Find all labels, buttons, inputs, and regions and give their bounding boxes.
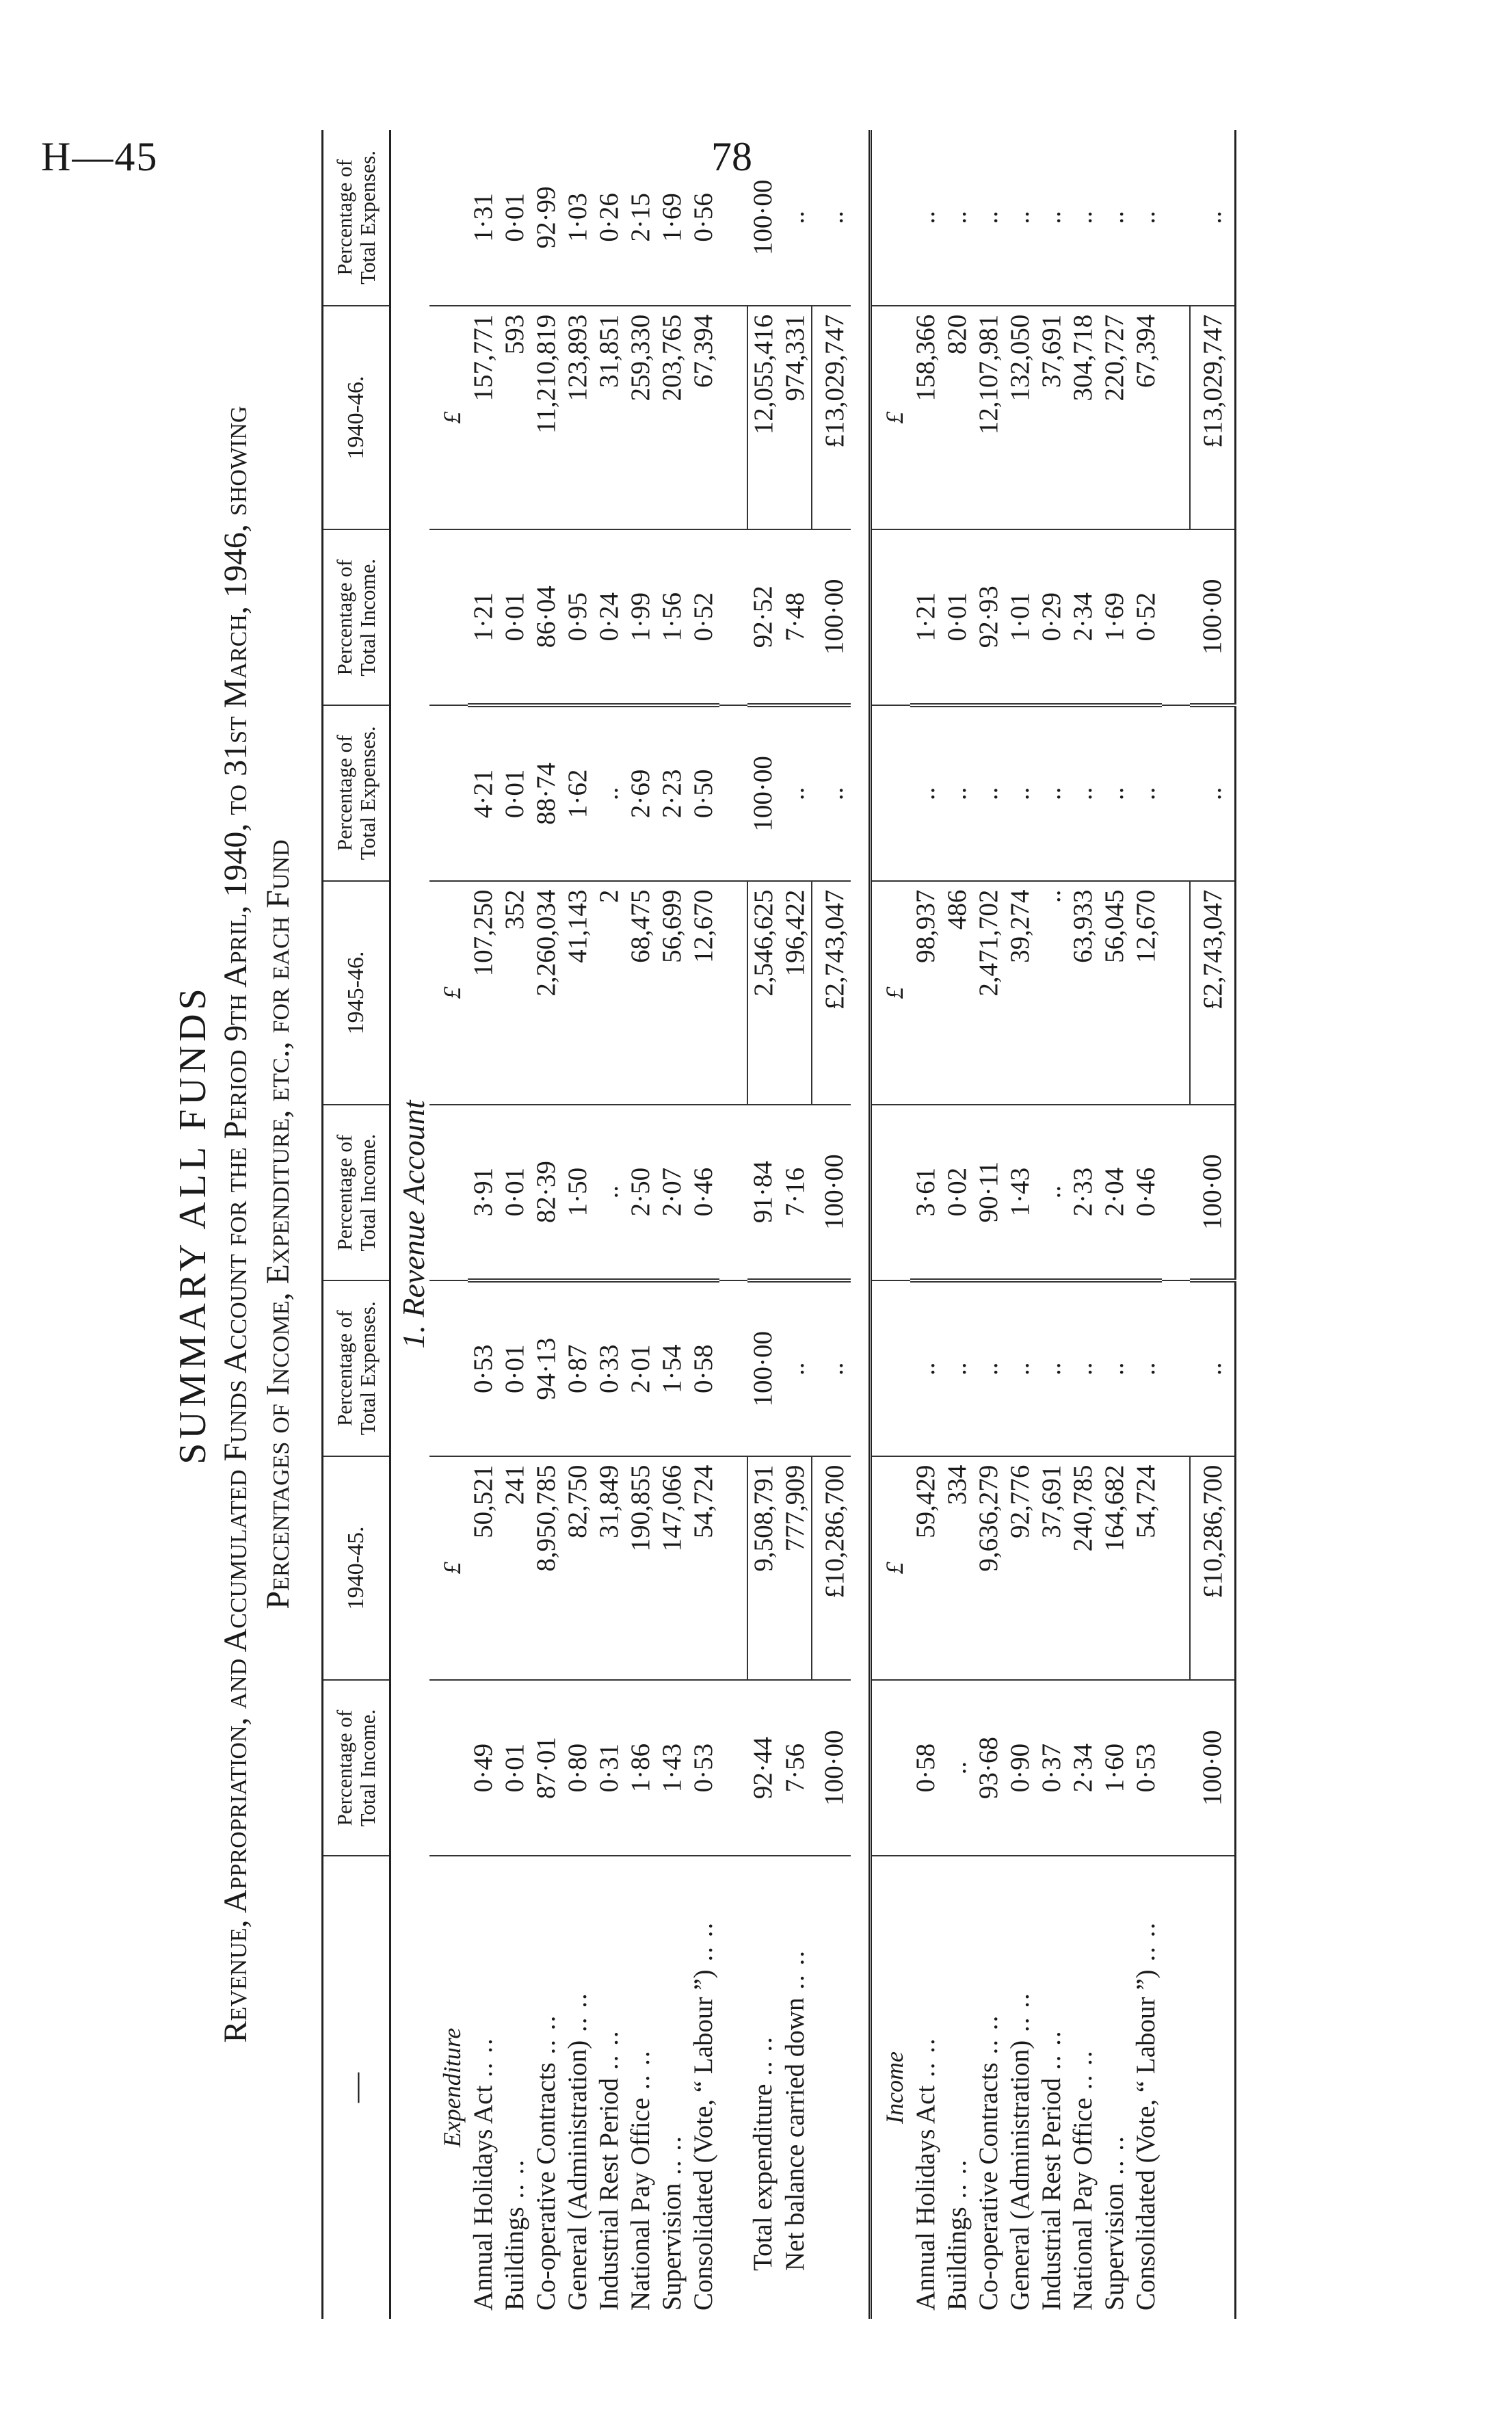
table-row [688, 130, 719, 2319]
row-label: Consolidated (Vote, “ Labour ”) .. [688, 1856, 719, 2319]
amount-cell: 259,330 [625, 306, 656, 530]
page-number: 78 [711, 134, 752, 179]
amount-cell: 777,909 [780, 1456, 812, 1681]
row-label: Consolidated (Vote, “ Labour ”) .. [1130, 1856, 1162, 2319]
percentage-cell: 2·50 [625, 1105, 656, 1280]
amount-cell: 147,066 [656, 1456, 688, 1681]
page-reference: H—45 [41, 134, 159, 179]
percentage-cell: 2·07 [656, 1105, 688, 1280]
table-row [594, 130, 625, 2319]
percentage-cell: .. [973, 1280, 1005, 1456]
percentage-cell: 88·74 [531, 705, 562, 881]
percentage-cell: 0·49 [468, 1680, 499, 1856]
percentage-cell: 0·31 [594, 1680, 625, 1856]
percentage-cell: .. [780, 1280, 812, 1456]
amount-cell: 12,107,981 [973, 306, 1005, 530]
percentage-cell: 100·00 [747, 1280, 780, 1456]
account-subtitle: Percentages of Income, Expenditure, etc., for each Fund [260, 839, 296, 1609]
row-label: Co-operative Contracts .. [973, 1856, 1005, 2319]
percentage-cell: .. [1130, 130, 1162, 306]
percentage-cell: 1·21 [468, 529, 499, 705]
percentage-cell: 1·69 [656, 130, 688, 306]
percentage-cell: 3·61 [910, 1105, 942, 1280]
percentage-cell: 2·01 [625, 1280, 656, 1456]
percentage-cell: 91·84 [747, 1105, 780, 1280]
percentage-cell: 1·56 [656, 529, 688, 705]
percentage-cell: 0·95 [562, 529, 594, 705]
percentage-cell: 87·01 [531, 1680, 562, 1856]
amount-cell: 31,849 [594, 1456, 625, 1681]
row-label: Industrial Rest Period .. [1036, 1856, 1067, 2319]
percentage-cell: 1·54 [656, 1280, 688, 1456]
amount-cell: 67,394 [688, 306, 719, 530]
percentage-cell: 2·23 [656, 705, 688, 881]
percentage-cell: 100·00 [747, 705, 780, 881]
currency-symbol: £ [871, 306, 911, 530]
percentage-cell: .. [1036, 1280, 1067, 1456]
year-header: 1945-46. [323, 881, 390, 1105]
header-row [323, 130, 390, 2319]
percentage-cell: 0·58 [688, 1280, 719, 1456]
pct-income-header: Percentage of Total Income. [323, 1680, 390, 1856]
percentage-cell: 100·00 [1190, 1680, 1236, 1856]
amount-cell: 56,045 [1099, 881, 1130, 1105]
amount-cell: 241 [499, 1456, 531, 1681]
amount-cell: 68,475 [625, 881, 656, 1105]
percentage-cell: 4·21 [468, 705, 499, 881]
pct-expenses-header: Percentage of Total Expenses. [323, 130, 390, 306]
percentage-cell: 1·62 [562, 705, 594, 881]
percentage-cell: 92·44 [747, 1680, 780, 1856]
percentage-cell: 1·50 [562, 1105, 594, 1280]
row-label: Industrial Rest Period .. [594, 1856, 625, 2319]
amount-cell: £2,743,047 [1190, 881, 1236, 1105]
expenditure-rows [468, 130, 719, 2319]
amount-cell: 54,724 [1130, 1456, 1162, 1681]
percentage-cell: .. [812, 130, 851, 306]
table-row [973, 130, 1005, 2319]
percentage-cell: 1·43 [1005, 1105, 1036, 1280]
amount-cell: 123,893 [562, 306, 594, 530]
amount-cell: 41,143 [562, 881, 594, 1105]
year-header: 1940-46. [323, 306, 390, 530]
category-row [429, 130, 468, 2319]
pct-expenses-header: Percentage of Total Expenses. [323, 1280, 390, 1456]
table-row [747, 130, 780, 2319]
percentage-cell: .. [812, 705, 851, 881]
currency-symbol: £ [871, 1456, 911, 1681]
table-row [780, 130, 812, 2319]
row-label: National Pay Office .. [625, 1856, 656, 2319]
percentage-cell: 100·00 [1190, 1105, 1236, 1280]
table-row [468, 130, 499, 2319]
percentage-cell: .. [594, 705, 625, 881]
percentage-cell: .. [1067, 705, 1099, 881]
amount-cell: 12,055,416 [747, 306, 780, 530]
percentage-cell: 0·53 [468, 1280, 499, 1456]
percentage-cell: .. [942, 130, 973, 306]
expenditure-heading: Expenditure [438, 2027, 466, 2148]
table-row [625, 130, 656, 2319]
percentage-cell: 1·31 [468, 130, 499, 306]
percentage-cell: 100·00 [812, 1105, 851, 1280]
percentage-cell: .. [1036, 1105, 1067, 1280]
percentage-cell: .. [594, 1105, 625, 1280]
percentage-cell: 7·48 [780, 529, 812, 705]
table-row [531, 130, 562, 2319]
percentage-cell: .. [1036, 130, 1067, 306]
percentage-cell: .. [1067, 1280, 1099, 1456]
amount-cell: £10,286,700 [812, 1456, 851, 1681]
amount-cell: 352 [499, 881, 531, 1105]
row-label: Supervision .. [656, 1856, 688, 2319]
amount-cell: 240,785 [1067, 1456, 1099, 1681]
percentage-cell: 86·04 [531, 529, 562, 705]
amount-cell: 190,855 [625, 1456, 656, 1681]
pct-income-header: Percentage of Total Income. [323, 529, 390, 705]
income-rows [910, 130, 1162, 2319]
amount-cell: 9,636,279 [973, 1456, 1005, 1681]
row-label: National Pay Office .. [1067, 1856, 1099, 2319]
percentage-cell: 0·01 [499, 705, 531, 881]
percentage-cell: .. [1130, 705, 1162, 881]
pct-expenses-header: Percentage of Total Expenses. [323, 705, 390, 881]
amount-cell: 37,691 [1036, 306, 1067, 530]
percentage-cell: 92·93 [973, 529, 1005, 705]
category-row [871, 130, 911, 2319]
amount-cell: 12,670 [688, 881, 719, 1105]
percentage-cell: 0·01 [499, 1280, 531, 1456]
row-label [812, 1856, 851, 2319]
table-row [656, 130, 688, 2319]
percentage-cell: 1·69 [1099, 529, 1130, 705]
percentage-cell: 0·52 [1130, 529, 1162, 705]
percentage-cell: 93·68 [973, 1680, 1005, 1856]
amount-cell: 56,699 [656, 881, 688, 1105]
amount-cell: 2,471,702 [973, 881, 1005, 1105]
amount-cell: 132,050 [1005, 306, 1036, 530]
amount-cell: 63,933 [1067, 881, 1099, 1105]
percentage-cell: 92·99 [531, 130, 562, 306]
amount-cell: 2 [594, 881, 625, 1105]
percentage-cell: .. [1005, 1280, 1036, 1456]
percentage-cell: 0·01 [499, 1105, 531, 1280]
percentage-cell: .. [973, 130, 1005, 306]
row-label: Co-operative Contracts .. [531, 1856, 562, 2319]
percentage-cell: 0·90 [1005, 1680, 1036, 1856]
percentage-cell: 0·33 [594, 1280, 625, 1456]
table-row [1099, 130, 1130, 2319]
percentage-cell: 0·50 [688, 705, 719, 881]
percentage-cell: .. [1190, 130, 1236, 306]
percentage-cell: .. [1130, 1280, 1162, 1456]
amount-cell: 11,210,819 [531, 306, 562, 530]
summary-title: SUMMARY ALL FUNDS [172, 984, 214, 1464]
percentage-cell: 92·52 [747, 529, 780, 705]
amount-cell: 820 [942, 306, 973, 530]
percentage-cell: 2·34 [1067, 529, 1099, 705]
amount-cell: 50,521 [468, 1456, 499, 1681]
percentage-cell: .. [910, 1280, 942, 1456]
percentage-cell: .. [1099, 1280, 1130, 1456]
percentage-cell: 2·69 [625, 705, 656, 881]
amount-cell: 203,765 [656, 306, 688, 530]
percentage-cell: .. [812, 1280, 851, 1456]
amount-cell: .. [1036, 881, 1067, 1105]
percentage-cell: .. [942, 705, 973, 881]
table-row [942, 130, 973, 2319]
percentage-cell: 0·56 [688, 130, 719, 306]
amount-cell: £13,029,747 [812, 306, 851, 530]
percentage-cell: 0·01 [942, 529, 973, 705]
percentage-cell: 0·80 [562, 1680, 594, 1856]
summary-table [321, 130, 1236, 2319]
percentage-cell: 82·39 [531, 1105, 562, 1280]
label-column-header: — [323, 1856, 390, 2319]
table-row [1036, 130, 1067, 2319]
percentage-cell: 94·13 [531, 1280, 562, 1456]
amount-cell: 2,546,625 [747, 881, 780, 1105]
percentage-cell: 3·91 [468, 1105, 499, 1280]
percentage-cell: .. [973, 705, 1005, 881]
row-label: Buildings .. [942, 1856, 973, 2319]
percentage-cell: 0·26 [594, 130, 625, 306]
amount-cell: 92,776 [1005, 1456, 1036, 1681]
percentage-cell: 1·43 [656, 1680, 688, 1856]
percentage-cell: 0·29 [1036, 529, 1067, 705]
percentage-cell: .. [780, 130, 812, 306]
row-label: Buildings .. [499, 1856, 531, 2319]
percentage-cell: 0·37 [1036, 1680, 1067, 1856]
percentage-cell: .. [1099, 130, 1130, 306]
amount-cell: 304,718 [1067, 306, 1099, 530]
percentage-cell: .. [942, 1280, 973, 1456]
amount-cell: 54,724 [688, 1456, 719, 1681]
income-totals [1190, 130, 1236, 2319]
row-label: Annual Holidays Act .. [910, 1856, 942, 2319]
amount-cell: 486 [942, 881, 973, 1105]
percentage-cell: .. [1005, 130, 1036, 306]
percentage-cell: 0·01 [499, 529, 531, 705]
percentage-cell: .. [910, 130, 942, 306]
row-label: General (Administration) .. [562, 1856, 594, 2319]
percentage-cell: 100·00 [747, 130, 780, 306]
percentage-cell: 1·01 [1005, 529, 1036, 705]
amount-cell: 334 [942, 1456, 973, 1681]
percentage-cell: 100·00 [812, 1680, 851, 1856]
amount-cell: 158,366 [910, 306, 942, 530]
amount-cell: 974,331 [780, 306, 812, 530]
amount-cell: 31,851 [594, 306, 625, 530]
percentage-cell: 0·01 [499, 1680, 531, 1856]
amount-cell: £10,286,700 [1190, 1456, 1236, 1681]
percentage-cell: .. [1067, 130, 1099, 306]
amount-cell: 67,394 [1130, 306, 1162, 530]
percentage-cell: 0·87 [562, 1280, 594, 1456]
percentage-cell: .. [1190, 705, 1236, 881]
amount-cell: 37,691 [1036, 1456, 1067, 1681]
percentage-cell: 0·53 [1130, 1680, 1162, 1856]
percentage-cell: 0·46 [688, 1105, 719, 1280]
pct-income-header: Percentage of Total Income. [323, 1105, 390, 1280]
percentage-cell: 2·33 [1067, 1105, 1099, 1280]
table-row [812, 130, 851, 2319]
percentage-cell: 90·11 [973, 1105, 1005, 1280]
currency-symbol: £ [429, 881, 468, 1105]
table-row [1130, 130, 1162, 2319]
amount-cell: 8,950,785 [531, 1456, 562, 1681]
percentage-cell: 0·01 [499, 130, 531, 306]
percentage-cell: 0·02 [942, 1105, 973, 1280]
amount-cell: 220,727 [1099, 306, 1130, 530]
row-label: Supervision .. [1099, 1856, 1130, 2319]
section-row [390, 130, 430, 2319]
percentage-cell: .. [942, 1680, 973, 1856]
table-row [499, 130, 531, 2319]
amount-cell: 98,937 [910, 881, 942, 1105]
amount-cell: 157,771 [468, 306, 499, 530]
percentage-cell: 0·24 [594, 529, 625, 705]
percentage-cell: .. [1099, 705, 1130, 881]
expenditure-totals [747, 130, 851, 2319]
percentage-cell: 1·86 [625, 1680, 656, 1856]
row-label: Net balance carried down .. [780, 1856, 812, 2319]
percentage-cell: 2·04 [1099, 1105, 1130, 1280]
percentage-cell: .. [1190, 1280, 1236, 1456]
amount-cell: 196,422 [780, 881, 812, 1105]
percentage-cell: 0·46 [1130, 1105, 1162, 1280]
amount-cell: 82,750 [562, 1456, 594, 1681]
row-label: General (Administration) .. [1005, 1856, 1036, 2319]
percentage-cell: 1·03 [562, 130, 594, 306]
currency-symbol: £ [429, 1456, 468, 1681]
rotated-table-region [164, 130, 1429, 2319]
percentage-cell: 2·34 [1067, 1680, 1099, 1856]
percentage-cell: 0·53 [688, 1680, 719, 1856]
amount-cell: 59,429 [910, 1456, 942, 1681]
amount-cell: 12,670 [1130, 881, 1162, 1105]
percentage-cell: 0·58 [910, 1680, 942, 1856]
percentage-cell: .. [1036, 705, 1067, 881]
row-label [1190, 1856, 1236, 2319]
percentage-cell: 100·00 [1190, 529, 1236, 705]
amount-cell: 2,260,034 [531, 881, 562, 1105]
section-title: 1. Revenue Account [396, 1100, 431, 1349]
table-row [1005, 130, 1036, 2319]
percentage-cell: .. [910, 705, 942, 881]
row-label: Total expenditure .. [747, 1856, 780, 2319]
table-row [1190, 130, 1236, 2319]
percentage-cell: .. [1005, 705, 1036, 881]
percentage-cell: 0·52 [688, 529, 719, 705]
currency-symbol: £ [429, 306, 468, 530]
table-row [562, 130, 594, 2319]
table-row [910, 130, 942, 2319]
percentage-cell: .. [780, 705, 812, 881]
percentage-cell: 1·21 [910, 529, 942, 705]
table-heading [164, 130, 300, 2319]
amount-cell: £13,029,747 [1190, 306, 1236, 530]
amount-cell: 593 [499, 306, 531, 530]
percentage-cell: 7·56 [780, 1680, 812, 1856]
account-title: Revenue, Appropriation, and Accumulated Funds Account for the Period 9th April, 1940, to 31st March, 1946, showing [217, 406, 254, 2043]
income-heading: Income [881, 2051, 908, 2124]
currency-symbol: £ [871, 881, 911, 1105]
amount-cell: 39,274 [1005, 881, 1036, 1105]
percentage-cell: 2·15 [625, 130, 656, 306]
percentage-cell: 1·99 [625, 529, 656, 705]
row-label: Annual Holidays Act .. [468, 1856, 499, 2319]
percentage-cell: 7·16 [780, 1105, 812, 1280]
amount-cell: 9,508,791 [747, 1456, 780, 1681]
amount-cell: £2,743,047 [812, 881, 851, 1105]
percentage-cell: 100·00 [812, 529, 851, 705]
table-row [1067, 130, 1099, 2319]
year-header: 1940-45. [323, 1456, 390, 1681]
percentage-cell: 1·60 [1099, 1680, 1130, 1856]
amount-cell: 164,682 [1099, 1456, 1130, 1681]
amount-cell: 107,250 [468, 881, 499, 1105]
